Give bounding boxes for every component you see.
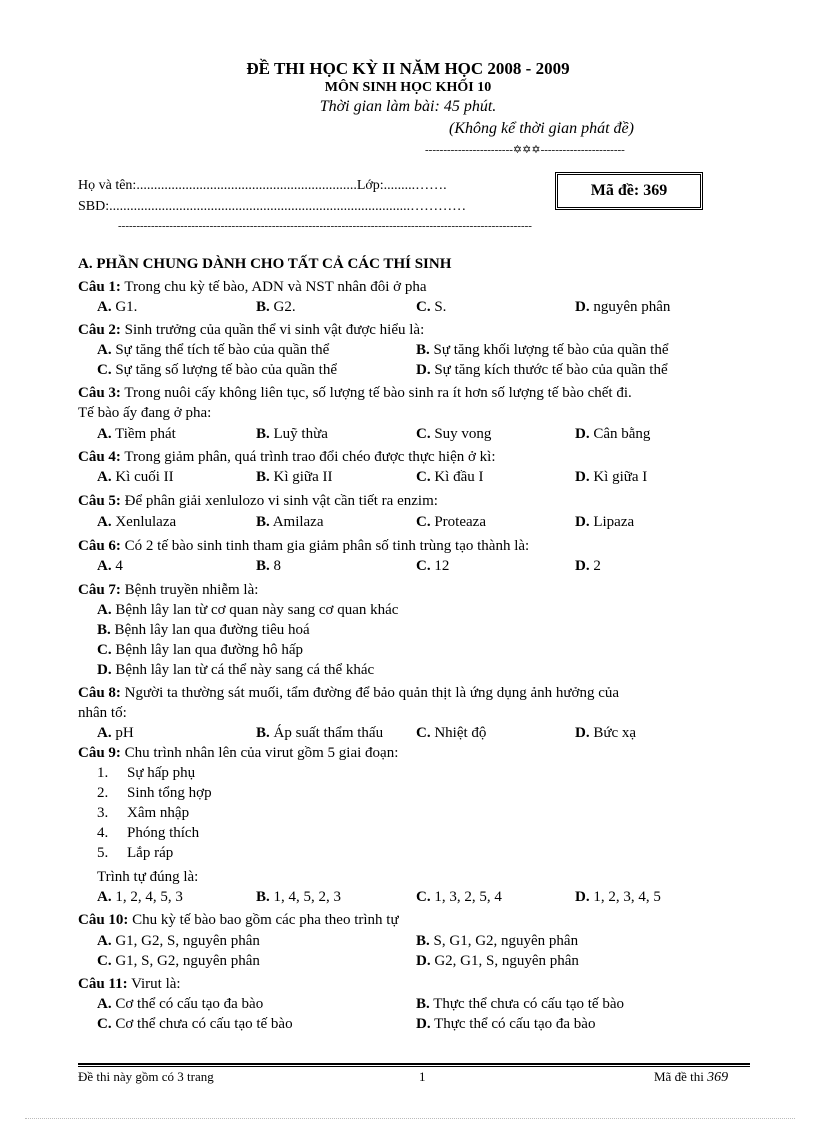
option-d: D. 2 <box>575 558 601 574</box>
step-number: 3. <box>97 805 109 821</box>
question-8 <box>78 685 619 702</box>
option-c: C. 1, 3, 2, 5, 4 <box>416 889 502 905</box>
option-d: D. G2, G1, S, nguyên phân <box>416 953 579 969</box>
time-note: (Không kể thời gian phát đề) <box>449 120 634 137</box>
option-c: C. Cơ thể chưa có cấu tạo tế bào <box>97 1016 293 1032</box>
question-text: Chu kỳ tế bào bao gồm các pha theo trình tự <box>128 912 399 928</box>
question-text: Trong nuôi cấy không liên tục, số lượng tế bào sinh ra ít hơn số lượng tế bào chết đi. <box>120 385 632 401</box>
option-d: D. Bệnh lây lan từ cá thể này sang cá thể khác <box>97 662 375 678</box>
option-b: B. Thực thể chưa có cấu tạo tế bào <box>416 996 624 1012</box>
option-a: A. Xenlulaza <box>97 514 177 530</box>
option-b: B. Áp suất thẩm thấu <box>256 725 384 741</box>
question-text: Có 2 tế bào sinh tinh tham gia giảm phân số tinh trùng tạo thành là: <box>120 538 530 554</box>
option-a: A. 1, 2, 4, 5, 3 <box>97 889 183 905</box>
question-1 <box>78 279 426 296</box>
option-d: D. Cân bằng <box>575 426 651 442</box>
question-9-cont: Trình tự đúng là: <box>97 869 199 885</box>
option-b: B. 1, 4, 5, 2, 3 <box>256 889 342 905</box>
question-7 <box>78 582 258 599</box>
question-label: Câu 1: <box>78 279 121 295</box>
info-divider: ----------------------------------------------------------------------------------------------------------------- <box>118 220 532 232</box>
footer-page-count: Đề thi này gồm có 3 trang <box>78 1069 214 1084</box>
question-6 <box>78 538 529 555</box>
step-number: 2. <box>97 785 109 801</box>
subject-line: MÔN SINH HỌC KHỐI 10 <box>324 80 492 95</box>
option-d: D. Lipaza <box>575 514 635 530</box>
student-sbd-line: SBD:......................................................................................………… <box>78 199 467 214</box>
option-d: D. 1, 2, 3, 4, 5 <box>575 889 661 905</box>
step-text: Phóng thích <box>127 825 200 841</box>
step-text: Lắp ráp <box>127 845 174 861</box>
option-a: A. Sự tăng thể tích tế bào của quần thể <box>97 342 330 358</box>
option-c: C. Bệnh lây lan qua đường hô hấp <box>97 642 304 658</box>
question-text: Sinh trưởng của quần thể vi sinh vật được hiểu là: <box>120 322 425 338</box>
step-number: 4. <box>97 825 109 841</box>
question-text: Trong giảm phân, quá trình trao đổi chéo được thực hiện ở kì: <box>120 449 496 465</box>
question-4 <box>78 449 496 466</box>
question-11 <box>78 976 181 993</box>
question-8-cont: nhân tố: <box>78 705 127 721</box>
question-label: Câu 7: <box>78 582 121 598</box>
option-c: C. Proteaza <box>416 514 486 530</box>
option-a: A. Tiềm phát <box>97 426 176 442</box>
option-c: C. G1, S, G2, nguyên phân <box>97 953 260 969</box>
time-line: Thời gian làm bài: 45 phút. <box>319 98 497 115</box>
step-number: 1. <box>97 765 109 781</box>
option-a: A. 4 <box>97 558 123 574</box>
question-text: Bệnh truyền nhiễm là: <box>120 582 259 598</box>
option-d: D. Sự tăng kích thước tế bào của quần thể <box>416 362 668 378</box>
exam-code-box: Mã đề: 369 <box>555 172 703 210</box>
option-b: B. Sự tăng khối lượng tế bào của quần thể <box>416 342 669 358</box>
page-bottom-divider <box>25 1118 795 1119</box>
question-10 <box>78 912 399 929</box>
step-text: Sinh tổng hợp <box>127 785 212 801</box>
option-b: B. S, G1, G2, nguyên phân <box>416 933 579 949</box>
question-label: Câu 5: <box>78 493 121 509</box>
question-2 <box>78 322 424 339</box>
question-5 <box>78 493 438 510</box>
option-b: B. 8 <box>256 558 282 574</box>
footer-exam-code: Mã đề thi 369 <box>654 1069 729 1085</box>
option-d: D. nguyên phân <box>575 299 671 315</box>
option-b: B. Kì giữa II <box>256 469 333 485</box>
option-b: B. Amilaza <box>256 514 324 530</box>
option-a: A. Kì cuối II <box>97 469 174 485</box>
option-b: B. G2. <box>256 299 296 315</box>
footer-rule <box>78 1063 750 1067</box>
option-c: C. Sự tăng số lượng tế bào của quần thể <box>97 362 337 378</box>
question-label: Câu 11: <box>78 976 128 992</box>
option-d: D. Bức xạ <box>575 725 637 741</box>
question-text: Virut là: <box>127 976 181 992</box>
option-c: C. Suy vong <box>416 426 492 442</box>
question-text: Để phân giải xenlulozo vi sinh vật cần tiết ra enzim: <box>120 493 438 509</box>
option-a: A. G1. <box>97 299 138 315</box>
question-3 <box>78 385 632 402</box>
option-c: C. Kì đầu I <box>416 469 484 485</box>
option-a: A. Bệnh lây lan từ cơ quan này sang cơ quan khác <box>97 602 399 618</box>
question-label: Câu 2: <box>78 322 121 338</box>
question-text: Trong chu kỳ tế bào, ADN và NST nhân đôi ở pha <box>120 279 427 295</box>
question-label: Câu 9: <box>78 745 121 761</box>
option-c: C. S. <box>416 299 447 315</box>
option-a: A. G1, G2, S, nguyên phân <box>97 933 260 949</box>
option-b: B. Luỹ thừa <box>256 426 328 442</box>
section-a-heading: A. PHẦN CHUNG DÀNH CHO TẤT CẢ CÁC THÍ SINH <box>78 256 452 272</box>
step-number: 5. <box>97 845 109 861</box>
step-text: Sự hấp phụ <box>127 765 196 781</box>
step-text: Xâm nhập <box>127 805 190 821</box>
question-text: Người ta thường sát muối, tẩm đường để bảo quản thịt là ứng dụng ảnh hưởng của <box>120 685 620 701</box>
option-a: A. pH <box>97 725 134 741</box>
option-a: A. Cơ thể có cấu tạo đa bào <box>97 996 264 1012</box>
option-d: D. Kì giữa I <box>575 469 648 485</box>
student-name-line: Họ và tên:...............................................................Lớp:.........……. <box>78 178 447 193</box>
option-d: D. Thực thể có cấu tạo đa bào <box>416 1016 596 1032</box>
question-3-cont: Tế bào ấy đang ở pha: <box>78 405 212 421</box>
question-label: Câu 10: <box>78 912 129 928</box>
question-label: Câu 3: <box>78 385 121 401</box>
question-label: Câu 8: <box>78 685 121 701</box>
option-c: C. 12 <box>416 558 450 574</box>
footer-page-number: 1 <box>419 1069 426 1084</box>
question-text: Chu trình nhân lên của virut gồm 5 giai đoạn: <box>120 745 399 761</box>
exam-title: ĐỀ THI HỌC KỲ II NĂM HỌC 2008 - 2009 <box>246 59 570 78</box>
option-b: B. Bệnh lây lan qua đường tiêu hoá <box>97 622 310 638</box>
question-label: Câu 6: <box>78 538 121 554</box>
option-c: C. Nhiệt độ <box>416 725 487 741</box>
header-divider: ------------------------✡✡✡----------------------- <box>425 144 625 156</box>
question-label: Câu 4: <box>78 449 121 465</box>
question-9 <box>78 745 398 762</box>
